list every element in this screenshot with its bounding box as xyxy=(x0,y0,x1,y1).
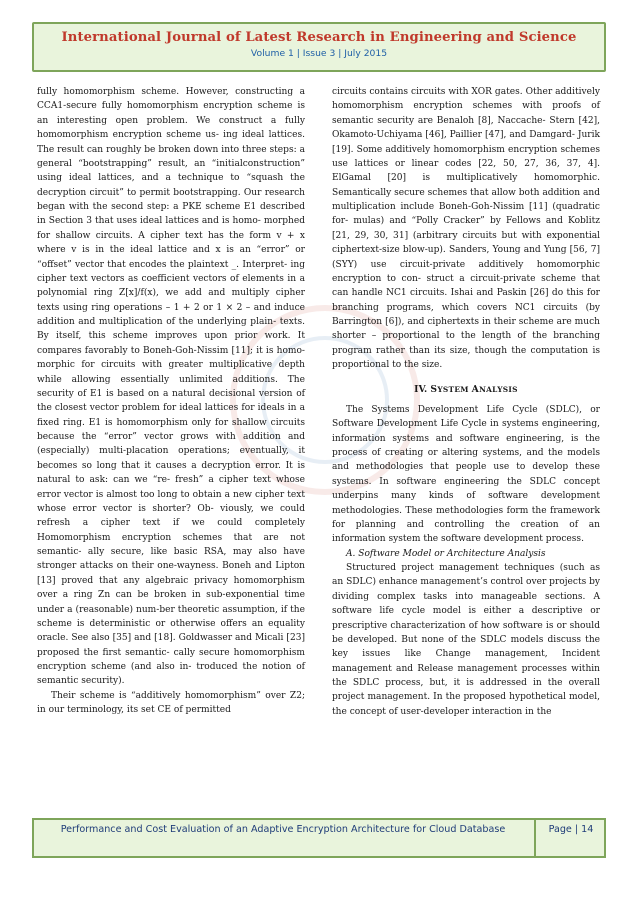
footer-paper-title: Performance and Cost Evaluation of an Adaptive Encryption Architecture for Cloud Database xyxy=(60,824,506,835)
section-heading xyxy=(332,383,600,397)
right-column xyxy=(332,85,600,719)
journal-header xyxy=(32,22,606,72)
page-footer xyxy=(32,818,606,858)
paragraph: Their scheme is “additively homomorphism” over Z2; in our terminology, its set CE of permitted xyxy=(37,690,305,716)
paragraph: fully homomorphism scheme. However, constructing a CCA1-secure fully homomorphism encryption scheme is an interesting open problem. We construct a fully homomorphism encryption scheme us- ing ideal lattices. The result can roughly be broken down into three steps: a general “bootstrapping” result, an “initialconstruction” using ideal lattices, and a technique to “squash the decryption circuit” to permit bootstrapping. Our research began with the second step: a PKE scheme E1 described in Section 3 that uses ideal lattices and is homo- morphed for shallow circuits. A cipher text has the form v + x where v is in the ideal lattice and x is an “error” or “offset” vector that encodes the plaintext _. Interpret- ing cipher text vectors as coefficient vectors of elements in a polynomial ring Z[x]/f(x), we add and multiply cipher texts using ring operations – 1 + 2 or 1 × 2 – and induce addition and multiplication of the underlying plain- texts. By itself, this scheme improves upon prior work. It compares favorably to Boneh-Goh-Nissim [11]; it is homo-morphic for circuits with greater multiplicative depth while allowing essentially unlimited additions. The security of E1 is based on a natural decisional version of the closest vector problem for ideal lattices for ideals in a fixed ring. E1 is homomorphism only for shallow circuits because the “error” vector grows with addition and (especially) multi-placation operations; eventually, it becomes so long that it causes a decryption error. It is natural to ask: can we “re- fresh” a cipher text whose error vector is almost too long to obtain a new cipher text whose error vector is shorter? Ob- viously, we could refresh a cipher text if we could completely Homomorphism encryption schemes that are not semantic- ally secure, like basic RSA, may also have stronger attacks on their one-wayness. Boneh and Lipton [13] proved that any algebraic privacy homomorphism over a ring Zn can be broken in sub-exponential time under a (reasonable) num-ber theoretic assumption, if the scheme is deterministic or otherwise offers an equality oracle. See also [35] and [18]. Goldwasser and Micali [23] proposed the first semantic- cally secure homomorphism encryption scheme (and also in- troduced the notion of semantic security). xyxy=(37,87,305,687)
paragraph: The Systems Development Life Cycle (SDLC), or Software Development Life Cycle in systems engineering, information systems and software engineering, is the process of creating or altering systems, and the models and methodologies that people use to develop these systems. In software engineering the SDLC concept underpins many kinds of software development methodologies. These methodologies form the framework for planning and controlling the creation of an information system the software development process. xyxy=(332,404,600,545)
footer-divider xyxy=(534,820,536,856)
page-number: Page | 14 xyxy=(548,824,594,835)
journal-title: International Journal of Latest Research in Engineering and Science xyxy=(61,30,577,45)
subsection-heading: A. Software Model or Architecture Analysis xyxy=(346,548,546,559)
issue-info: Volume 1 | Issue 3 | July 2015 xyxy=(250,48,388,59)
paragraph: circuits contains circuits with XOR gates. Other additively homomorphism encryption schemes with proofs of semantic security are Benaloh [8], Naccache- Stern [42], Okamoto-Uchiyama [46], Paillier [47], and Damgard- Jurik [19]. Some additively homomorphism encryption schemes use lattices or linear codes [22, 50, 27, 36, 37, 4]. ElGamal [20] is multiplicatively homomorphic. Semantically secure schemes that allow both addition and multiplication include Boneh-Goh-Nissim [11] (quadratic for- mulas) and “Polly Cracker” by Fellows and Koblitz [21, 29, 30, 31] (arbitrary circuits but with exponential ciphertext-size blow-up). Sanders, Young and Yung [56, 7] (SYY) use circuit-private additively homomorphic encryption to con- struct a circuit-private scheme that can handle NC1 circuits. Ishai and Paskin [26] do this for branching programs, which covers NC1 circuits (by Barrington [6]), and ciphertexts in their scheme are much shorter – proportional to the length of the branching program rather than its size, though the computation is proportional to the size. xyxy=(332,87,600,371)
left-column xyxy=(37,85,305,718)
paragraph: Structured project management techniques (such as an SDLC) enhance management’s control over projects by dividing complex tasks into manageable sections. A software life cycle model is either a descriptive or prescriptive characterization of how software is or should be developed. But none of the SDLC models discuss the key issues like Change management, Incident management and Release management processes within the SDLC process, but, it is addressed in the overall project management. In the proposed hypothetical model, the concept of user-developer interaction in the xyxy=(332,563,601,717)
section-number: IV. xyxy=(414,383,428,395)
section-title: SYSTEM ANALYSIS xyxy=(430,383,518,395)
